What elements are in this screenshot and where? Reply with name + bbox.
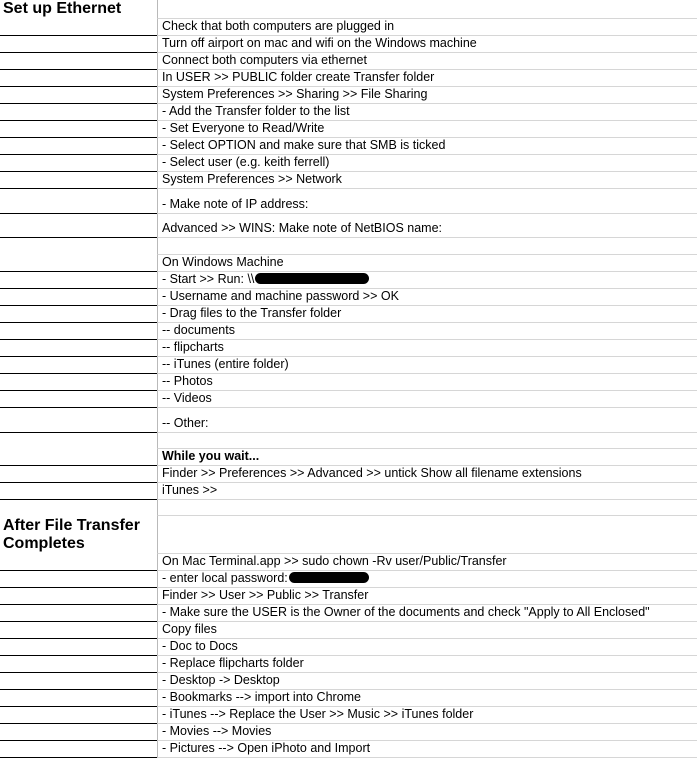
cell[interactable] (0, 155, 157, 172)
cell[interactable] (157, 214, 697, 238)
cell[interactable] (157, 707, 697, 724)
cell[interactable] (0, 53, 157, 70)
table-row (0, 189, 697, 214)
cell[interactable] (157, 306, 697, 323)
cell[interactable] (157, 155, 697, 172)
heading-cell[interactable] (0, 516, 157, 554)
section-heading-row (0, 0, 697, 19)
table-row (0, 639, 697, 656)
table-row (0, 272, 697, 289)
table-row (0, 306, 697, 323)
table-row (0, 340, 697, 357)
cell-text: - Make note of IP address: (162, 197, 309, 211)
cell-text: On Windows Machine (162, 255, 284, 269)
table-row (0, 36, 697, 53)
cell-text: Connect both computers via ethernet (162, 53, 367, 67)
table-row (0, 255, 697, 272)
cell[interactable] (157, 690, 697, 707)
cell[interactable] (0, 121, 157, 138)
cell-text-with-redaction (162, 571, 369, 586)
cell-text: Advanced >> WINS: Make note of NetBIOS name: (162, 221, 442, 235)
cell[interactable] (0, 466, 157, 483)
table-row (0, 500, 697, 516)
table-row (0, 449, 697, 466)
table-row (0, 238, 697, 255)
cell[interactable] (0, 724, 157, 741)
cell-text: - Doc to Docs (162, 639, 238, 653)
cell-text: - enter local password: (162, 571, 288, 585)
table-row (0, 433, 697, 449)
cell[interactable] (0, 138, 157, 155)
cell-text: - Movies --> Movies (162, 724, 272, 738)
cell[interactable] (0, 87, 157, 104)
table-row (0, 104, 697, 121)
cell-text: - Drag files to the Transfer folder (162, 306, 342, 320)
cell-text: -- iTunes (entire folder) (162, 357, 289, 371)
table-row (0, 673, 697, 690)
cell[interactable] (0, 707, 157, 724)
cell[interactable] (157, 87, 697, 104)
section-title: Set up Ethernet (3, 0, 122, 17)
table-row (0, 289, 697, 306)
section-title-line-1: After File Transfer (3, 517, 140, 534)
cell[interactable] (157, 19, 697, 36)
table-row (0, 656, 697, 673)
cell[interactable] (157, 483, 697, 500)
table-row (0, 588, 697, 605)
cell-text: - Select OPTION and make sure that SMB is ticked (162, 138, 446, 152)
cell[interactable] (0, 70, 157, 87)
cell-text: Turn off airport on mac and wifi on the Windows machine (162, 36, 477, 50)
cell[interactable] (0, 391, 157, 408)
cell[interactable] (0, 289, 157, 306)
cell[interactable] (0, 19, 157, 36)
cell-text: - Start >> Run: \\ (162, 272, 255, 286)
table-row (0, 690, 697, 707)
cell[interactable] (157, 673, 697, 690)
cell-text: System Preferences >> Sharing >> File Sharing (162, 87, 428, 101)
table-row (0, 741, 697, 758)
table-row (0, 605, 697, 622)
table-row (0, 391, 697, 408)
table-row (0, 53, 697, 70)
cell[interactable] (157, 408, 697, 433)
cell[interactable] (0, 306, 157, 323)
cell[interactable] (157, 449, 697, 466)
cell-text: - Replace flipcharts folder (162, 656, 304, 670)
heading-cell[interactable] (0, 0, 157, 19)
cell[interactable] (157, 622, 697, 639)
cell[interactable] (157, 724, 697, 741)
table-row (0, 138, 697, 155)
cell[interactable] (0, 500, 157, 516)
table-row (0, 155, 697, 172)
table-row (0, 70, 697, 87)
cell[interactable] (0, 483, 157, 500)
table-row (0, 408, 697, 433)
cell[interactable] (0, 554, 157, 571)
cell[interactable] (0, 741, 157, 758)
section-title-line-2: Completes (3, 535, 85, 552)
cell-text: System Preferences >> Network (162, 172, 342, 186)
cell[interactable] (157, 104, 697, 121)
cell[interactable] (157, 516, 697, 554)
cell[interactable] (157, 656, 697, 673)
section-heading-row (0, 516, 697, 554)
cell[interactable] (0, 172, 157, 189)
redaction-mark (289, 572, 369, 583)
cell[interactable] (0, 622, 157, 639)
cell-text: On Mac Terminal.app >> sudo chown -Rv user/Public/Transfer (162, 554, 507, 568)
cell[interactable] (157, 500, 697, 516)
cell-text: - Make sure the USER is the Owner of the documents and check "Apply to All Enclosed" (162, 605, 650, 619)
cell-text: - Username and machine password >> OK (162, 289, 399, 303)
cell-text: While you wait... (162, 449, 260, 463)
cell[interactable] (157, 741, 697, 758)
table-row (0, 87, 697, 104)
cell[interactable] (0, 272, 157, 289)
table-row (0, 622, 697, 639)
cell[interactable] (0, 605, 157, 622)
cell[interactable] (157, 70, 697, 87)
cell[interactable] (157, 172, 697, 189)
cell[interactable] (157, 571, 697, 588)
cell-text: -- Photos (162, 374, 213, 388)
cell[interactable] (0, 449, 157, 466)
cell[interactable] (0, 656, 157, 673)
table-row (0, 172, 697, 189)
cell-text: -- Other: (162, 416, 209, 430)
cell-text: Finder >> Preferences >> Advanced >> untick Show all filename extensions (162, 466, 582, 480)
table-row (0, 121, 697, 138)
cell[interactable] (157, 289, 697, 306)
cell[interactable] (0, 36, 157, 53)
cell[interactable] (0, 374, 157, 391)
cell[interactable] (0, 357, 157, 374)
cell[interactable] (0, 571, 157, 588)
cell-text: Copy files (162, 622, 217, 636)
table-row (0, 214, 697, 238)
cell[interactable] (157, 639, 697, 656)
cell[interactable] (0, 639, 157, 656)
cell[interactable] (0, 588, 157, 605)
cell-text: - Set Everyone to Read/Write (162, 121, 325, 135)
cell[interactable] (0, 255, 157, 272)
cell[interactable] (157, 323, 697, 340)
cell[interactable] (0, 238, 157, 255)
cell[interactable] (157, 255, 697, 272)
cell[interactable] (157, 0, 697, 19)
cell[interactable] (0, 408, 157, 433)
cell-text: - Add the Transfer folder to the list (162, 104, 350, 118)
table-row (0, 483, 697, 500)
cell[interactable] (157, 374, 697, 391)
cell-text: - Desktop -> Desktop (162, 673, 280, 687)
cell[interactable] (0, 340, 157, 357)
cell-text-with-redaction (162, 272, 369, 287)
cell-text: -- flipcharts (162, 340, 224, 354)
cell[interactable] (157, 605, 697, 622)
table-row (0, 19, 697, 36)
cell[interactable] (0, 690, 157, 707)
cell[interactable] (0, 189, 157, 214)
cell-text: -- Videos (162, 391, 212, 405)
cell[interactable] (157, 340, 697, 357)
table-row (0, 554, 697, 571)
cell[interactable] (157, 189, 697, 214)
cell[interactable] (157, 36, 697, 53)
redaction-mark (255, 273, 369, 284)
cell-text: In USER >> PUBLIC folder create Transfer folder (162, 70, 435, 84)
cell-text: - Bookmarks --> import into Chrome (162, 690, 362, 704)
table-row (0, 724, 697, 741)
cell-text: Finder >> User >> Public >> Transfer (162, 588, 369, 602)
cell-text: - iTunes --> Replace the User >> Music >> iTunes folder (162, 707, 474, 721)
cell[interactable] (0, 104, 157, 121)
cell[interactable] (157, 272, 697, 289)
table-row (0, 323, 697, 340)
cell[interactable] (157, 121, 697, 138)
cell[interactable] (0, 323, 157, 340)
table-row (0, 571, 697, 588)
cell-text: - Pictures --> Open iPhoto and Import (162, 741, 371, 755)
cell[interactable] (157, 588, 697, 605)
cell-text: -- documents (162, 323, 235, 337)
cell[interactable] (157, 138, 697, 155)
cell[interactable] (157, 466, 697, 483)
cell-text: iTunes >> (162, 483, 218, 497)
cell[interactable] (157, 554, 697, 571)
cell[interactable] (157, 433, 697, 449)
cell[interactable] (0, 433, 157, 449)
cell[interactable] (0, 214, 157, 238)
cell[interactable] (0, 673, 157, 690)
table-row (0, 357, 697, 374)
cell[interactable] (157, 53, 697, 70)
cell[interactable] (157, 357, 697, 374)
cell-text: Check that both computers are plugged in (162, 19, 395, 33)
cell-text: - Select user (e.g. keith ferrell) (162, 155, 330, 169)
cell[interactable] (157, 391, 697, 408)
table-row (0, 466, 697, 483)
table-row (0, 707, 697, 724)
cell[interactable] (157, 238, 697, 255)
table-row (0, 374, 697, 391)
